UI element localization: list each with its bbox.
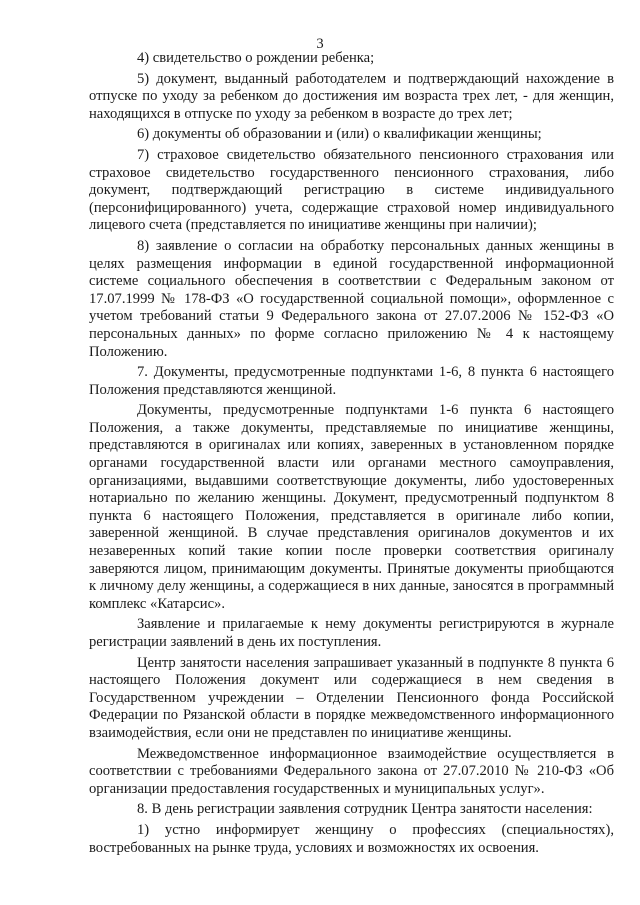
paragraph-item-4-birth-certificate: 4) свидетельство о рождении ребенка; <box>137 50 375 66</box>
paragraph-item-6-education-documents: 6) документы об образовании и (или) о квалификации женщины; <box>137 126 542 143</box>
paragraph-section-7: 7. Документы, предусмотренные подпунктами 1-6, 8 пункта 6 настоящего Положения представляются женщиной. <box>89 364 614 398</box>
paragraph-item-7-insurance-certificate: 7) страховое свидетельство обязательного пенсионного страхования или страховое свидетельство государственного пенсионного страхования, либо документ, подтверждающий регистрацию в системе индивидуального (персонифицированного) учета, содержащие страховой номер индивидуального лицевого счета (представляется по инициативе женщины при наличии); <box>89 146 614 234</box>
paragraph-section-8: 8. В день регистрации заявления сотрудник Центра занятости населения: <box>137 801 593 818</box>
paragraph-documents-submission: Документы, предусмотренные подпунктами 1-6 пункта 6 настоящего Положения, а также документы, представляемые по инициативе женщины, представляются в оригиналах или копиях, заверенных в установленном порядке органами государственной власти или органами местного самоуправления, организациями, выдавшими соответствующие документы, либо удостоверенных нотариально по желанию женщины. Документ, предусмотренный подпунктом 8 пункта 6 настоящего Положения, представляется в оригинале либо копии, заверенной женщиной. В случае представления оригиналов документов и их незаверенных копий такие копии после проверки соответствия оригиналу заверяются лицом, принимающим документы. Принятые документы приобщаются к личному делу женщины, а содержащиеся в них данные, заносятся в программный комплекс «Катарсис». <box>89 402 614 612</box>
document-body <box>89 50 614 860</box>
paragraph-employment-center-request: Центр занятости населения запрашивает указанный в подпункте 8 пункта 6 настоящего Положения документ или содержащиеся в нем сведения в Государственном учреждении – Отделении Пенсионного фонда Российской Федерации по Рязанской области в порядке межведомственного информационного взаимодействия, если они не представлен по инициативе женщины. <box>89 654 614 741</box>
paragraph-interagency-interaction: Межведомственное информационное взаимодействие осуществляется в соответствии с требованиями Федерального закона от 27.07.2010 № 210-ФЗ «Об организации предоставления государственных и муниципальных услуг». <box>89 745 614 797</box>
paragraph-item-1-inform: 1) устно информирует женщину о профессиях (специальностях), востребованных на рынке труда, условиях и возможностях их освоения. <box>89 821 614 856</box>
paragraph-registration: Заявление и прилагаемые к нему документы регистрируются в журнале регистрации заявлений в день их поступления. <box>89 616 614 650</box>
paragraph-item-5-employer-document: 5) документ, выданный работодателем и подтверждающий нахождение в отпуске по уходу за ребенком до достижения им возраста трех лет, - для женщин, находящихся в отпуске по уходу за ребенком в возрасте до трех лет; <box>89 70 614 122</box>
paragraph-item-8-consent-statement: 8) заявление о согласии на обработку персональных данных женщины в целях размещения информации в единой государственной информационной системе социального обеспечения в соответствии с Федеральным законом от 17.07.1999 № 178-ФЗ «О государственной социальной помощи», оформленное с учетом требований статьи 9 Федерального закона от 27.07.2006 № 152-ФЗ «О персональных данных» по форме согласно приложению № 4 к настоящему Положению. <box>89 237 614 360</box>
page-number: 3 <box>316 36 324 52</box>
